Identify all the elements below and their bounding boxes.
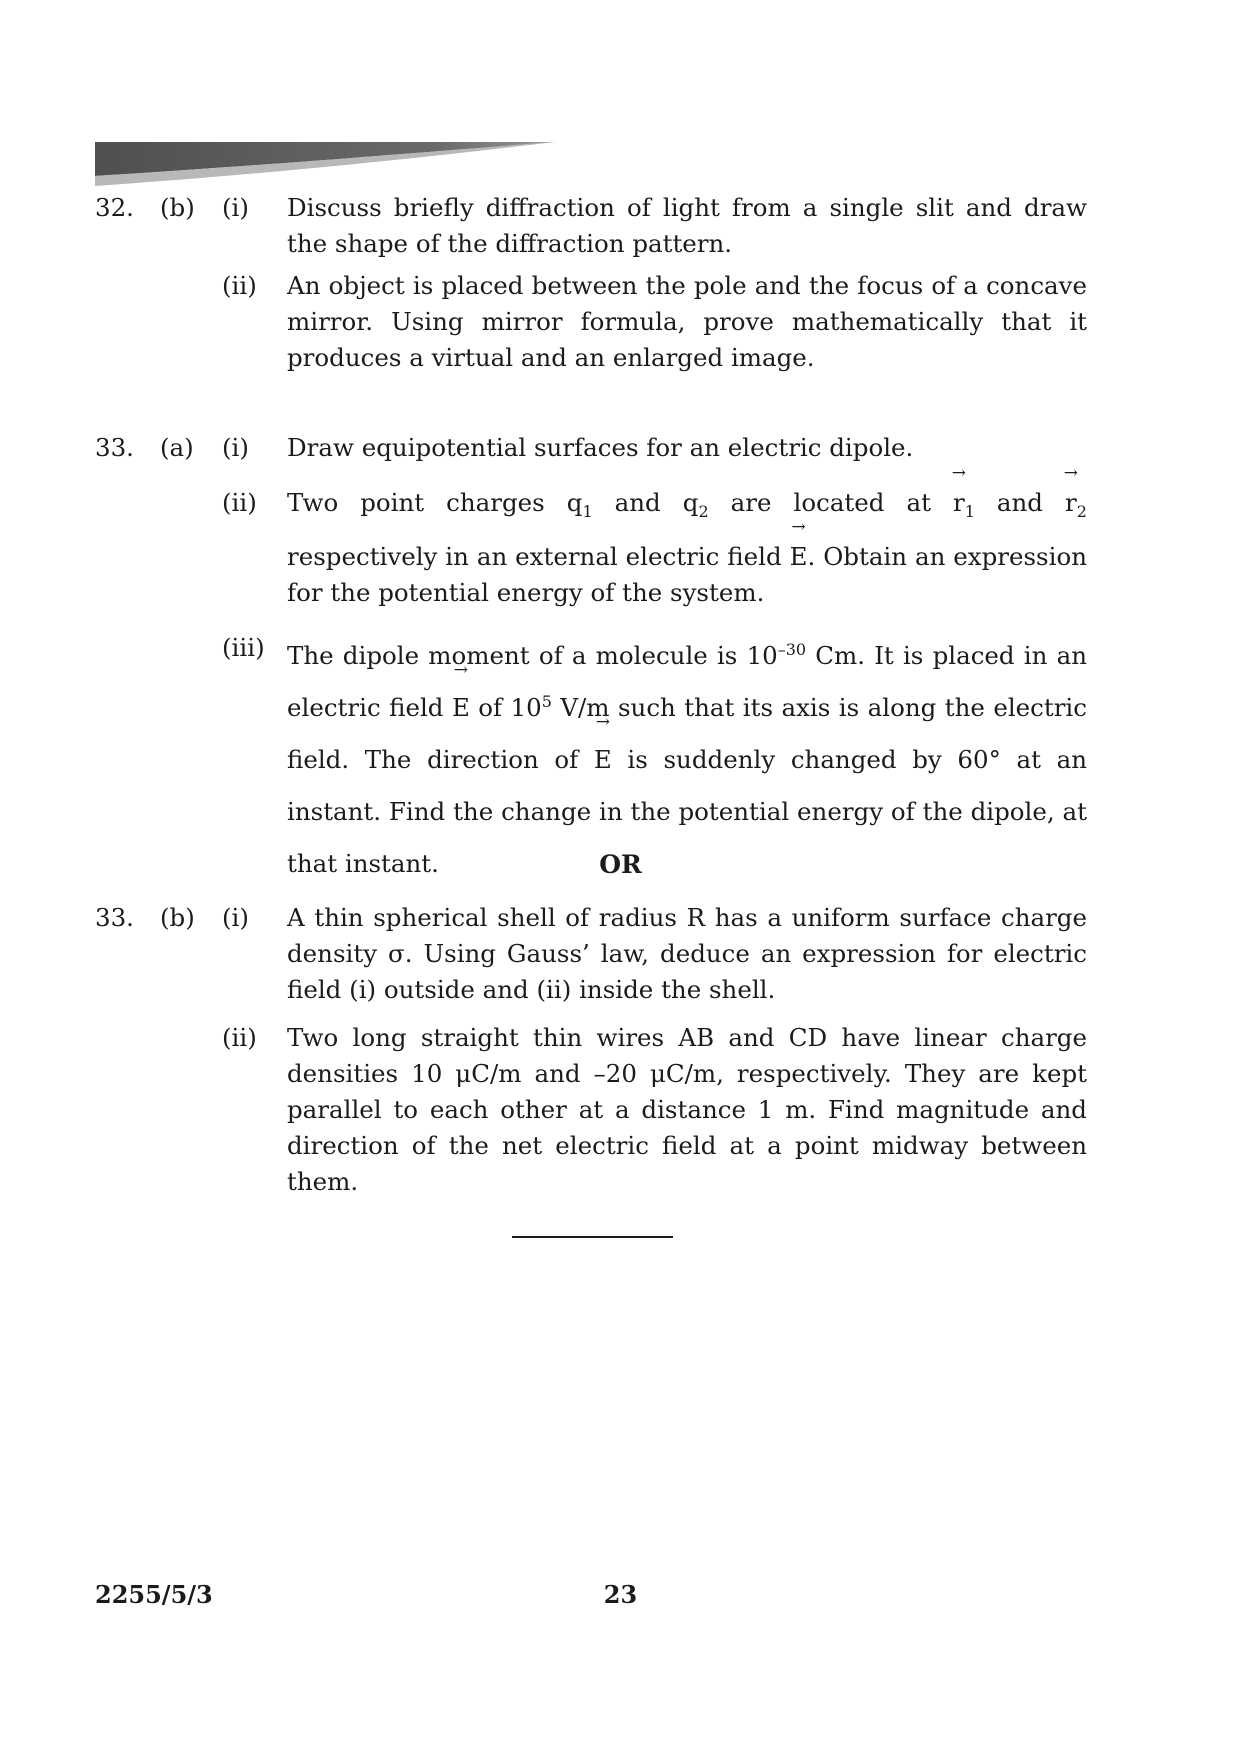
subpart-label: (ii) [222,271,257,300]
text-paragraph: respectively in an external electric field → E. Obtain an expression for the potential energy of the system. [287,539,1087,611]
vector-r2: → r [1065,485,1077,521]
question-number: 32. [95,193,134,222]
subpart-label: (i) [222,193,249,222]
text-line: Two point charges $q_1$ and $q_2$ are located at → $r_1$ and → $r_2$ [287,485,1087,521]
paper-code: 2255/5/3 [95,1580,213,1609]
or-separator: OR [599,850,642,879]
question-text: A thin spherical shell of radius R has a uniform surface charge density σ. Using Gauss’ law, deduce an expression for electric field (i) outside and (ii) inside the shell. [287,903,1087,1004]
vector-E: → E [452,682,470,734]
subpart-label: (ii) [222,488,257,517]
question-text [287,485,1087,611]
page-number: 23 [603,1580,638,1609]
question-text: Discuss briefly diffraction of light from a single slit and draw the shape of the diffraction pattern. [287,193,1087,258]
question-text: Draw equipotential surfaces for an electric dipole. [287,433,914,462]
section-label: (b) [160,903,195,932]
question-number: 33. [95,903,134,932]
vector-r1: → r [953,485,965,521]
subpart-label: (i) [222,433,249,462]
vector-E: → E [790,539,808,575]
end-rule [512,1236,673,1238]
question-number: 33. [95,433,134,462]
section-label: (a) [160,433,194,462]
section-label: (b) [160,193,195,222]
subpart-label: (ii) [222,1023,257,1052]
vector-E: → E [594,734,612,786]
question-text: The dipole moment of a molecule is $10^{-30}$ Cm. It is placed in an electric field → E of $10^5$ V/m such that its axis is along the electric field. The direction of → E is suddenly changed by 60° at an instant. Find the change in the potential energy of the dipole, at that instant. [287,630,1087,890]
header-decoration-bar [95,142,555,186]
subpart-label: (i) [222,903,249,932]
question-text: An object is placed between the pole and the focus of a concave mirror. Using mirror formula, prove mathematically that it produces a virtual and an enlarged image. [287,271,1087,372]
subpart-label: (iii) [222,633,265,662]
question-text: Two long straight thin wires AB and CD have linear charge densities 10 μC/m and –20 μC/m, respectively. They are kept parallel to each other at a distance 1 m. Find magnitude and direction of the net electric field at a point midway between them. [287,1023,1087,1196]
